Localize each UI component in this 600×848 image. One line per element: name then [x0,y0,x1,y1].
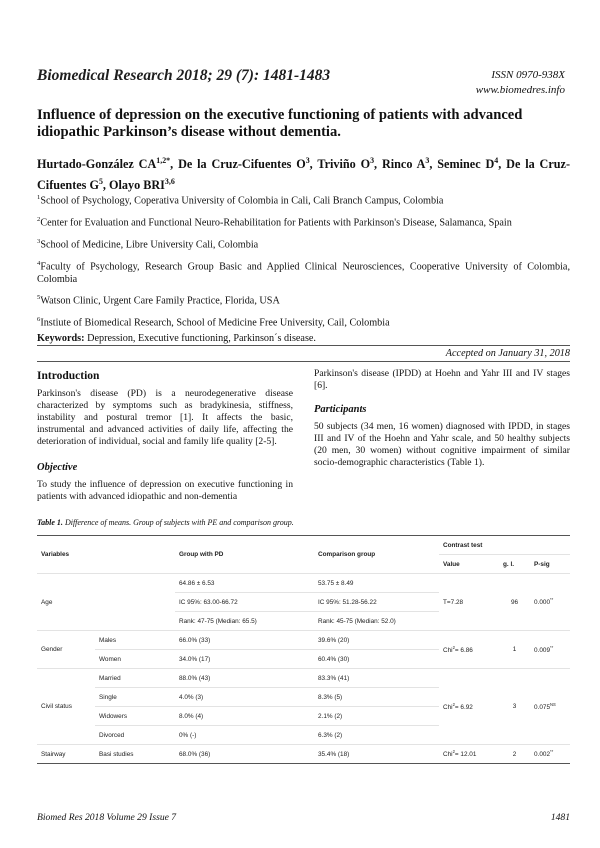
row-label: Gender [37,631,95,669]
table-cell: IC 95%: 63.00-66.72 [175,593,314,612]
journal-title: Biomedical Research 2018; 29 (7): 1481-1483 [37,67,331,84]
column-header: Contrast test [439,536,570,555]
author: Hurtado-González $CA^{1,2*}$ [37,156,171,172]
article-title: Influence of depression on the executive functioning of patients with advanced idiopathic Parkinson’s disease without dementia. [37,107,523,140]
table-cell: 34.0% (17) [175,650,314,669]
table-cell: IC 95%: 51.28-56.22 [314,593,439,612]
keywords [37,333,316,344]
table-cell: 3 [499,669,530,745]
table-cell: 83.3% (41) [314,669,439,688]
keywords-text: Depression, Executive functioning, Parkinson´s disease. [87,333,316,344]
table-cell: 96 [499,574,530,631]
table-row [37,745,570,764]
column-header: P-sig [530,555,570,574]
table-row [37,631,570,650]
table-cell: Rank: 45-75 (Median: 52.0) [314,612,439,631]
page-number: 1481 [550,812,570,823]
row-sublabel: Single [95,688,175,707]
affiliation: $^1$School of Psychology, Coperativa University of Colombia in Cali, Cali Branch Campus, Colombia [37,194,444,207]
table-cell: 0.009** [530,631,570,669]
column-header: Variables [37,536,175,574]
table-cell: 8.0% (4) [175,707,314,726]
author: Seminec $D^4$ [437,156,499,172]
affiliation: $^2$Center for Evaluation and Functional Neuro-Rehabilitation for Patients with Parkinson's Disease, Salamanca, Spain [37,215,512,229]
table-cell: Chi$^2$= 6.92 [439,669,499,745]
row-label: Age [37,574,175,631]
divider [37,345,570,346]
table-cell: $0.075^{NS}$ [530,669,570,745]
paragraph: 50 subjects (34 men, 16 women) diagnosed with IPDD, in stages III and IV of the Hoehn and Yahr scale, and 50 healthy subjects (20 men, 30 women) without cognitive impairment of similar socio-demographic characteristics (Table 1). [314,421,570,468]
section-heading: Participants [314,404,367,415]
row-label: Civil status [37,669,95,745]
table-cell: 53.75 ± 8.49 [314,574,439,593]
table-cell: 68.0% (36) [175,745,314,764]
row-label: Stairway [37,745,95,764]
column-header: g. l. [499,555,530,574]
row-sublabel: Males [95,631,175,650]
table-cell: 0.000** [530,574,570,631]
table-row [37,574,570,593]
table-cell: Chi$^2$= 6.86 [439,631,499,669]
table-cell: Rank: 47-75 (Median: 65.5) [175,612,314,631]
table-cell: 66.0% (33) [175,631,314,650]
affiliation: $^6$Instiute of Biomedical Research, School of Medicine Free University, Cail, Colombia [37,315,390,329]
column-header: Comparison group [314,536,439,574]
author: De la Cruz-Cifuentes $O^3$ [178,156,310,172]
journal-website[interactable]: www.biomedres.info [475,84,565,96]
row-sublabel: Divorced [95,726,175,745]
table-cell: 60.4% (30) [314,650,439,669]
table-caption: Table 1. Difference of means. Group of subjects with PE and comparison group. [37,518,294,527]
affiliation-list [37,192,570,336]
right-column [314,368,570,469]
author: Rinco $A^3$ [381,156,430,172]
table-cell: 8.3% (5) [314,688,439,707]
author: Triviño $O^3$ [317,156,375,172]
paragraph: To study the influence of depression on executive functioning in patients with advanced idiopathic and non-dementia [37,479,293,502]
issn: ISSN 0970-938X [491,69,565,81]
author: Olayo BRI$^{3,6}$ [109,177,175,193]
table-cell: T=7.28 [439,574,499,631]
table-cell: Chi$^2$= 12.01 [439,745,499,764]
row-sublabel: Married [95,669,175,688]
paragraph: Parkinson's disease (PD) is a neurodegenerative disease characterized by symptoms such as bradykinesia, stiffness, instability and postural tremor [1]. It affects the basic, instrumental and advanced activities of daily life, affecting the deterioration of individual, social and family life quality [2-5]. [37,388,293,447]
row-sublabel: Women [95,650,175,669]
table-header-row [37,536,570,555]
table-cell: 35.4% (18) [314,745,439,764]
table-cell: 88.0% (43) [175,669,314,688]
affiliation: $^3$School of Medicine, Libre University Cali, Colombia [37,237,259,251]
divider [37,361,570,362]
footer-citation: Biomed Res 2018 Volume 29 Issue 7 [37,812,177,823]
column-header: Value [439,555,499,574]
author: De la Cruz-Cifuentes $G^5$ [37,157,571,193]
table-cell: 2 [499,745,530,764]
section-heading: Objective [37,462,78,473]
table-cell: 4.0% (3) [175,688,314,707]
table-cell: 6.3% (2) [314,726,439,745]
affiliation: $^5$Watson Clinic, Urgent Care Family Practice, Florida, USA [37,294,280,307]
table-cell: 1 [499,631,530,669]
table-cell: 64.86 ± 6.53 [175,574,314,593]
table-cell: 2.1% (2) [314,707,439,726]
column-header: Group with PD [175,536,314,574]
row-sublabel: Basi studies [95,745,175,764]
table-cell: 0.002** [530,745,570,764]
author-list: Hurtado-González $CA^{1,2*}$, De la Cruz-Cifuentes $O^3$, Triviño $O^3$, Rinco $A^3$, Seminec $D^4$, De la Cruz-Cifuentes $G^5$, Olayo BRI$^{3,6}$ [37,156,571,193]
table-row [37,669,570,688]
table-cell: 0% (-) [175,726,314,745]
paragraph: Parkinson's disease (IPDD) at Hoehn and Yahr III and IV stages [6]. [314,368,570,391]
keywords-label: Keywords: [37,333,85,344]
table-cell: 39.6% (20) [314,631,439,650]
data-table [37,535,570,764]
section-heading: Introduction [37,370,100,382]
left-column [37,370,293,503]
accepted-date: Accepted on January 31, 2018 [445,348,570,359]
affiliation: $^4$Faculty of Psychology, Research Group Basic and Applied Clinical Neurosciences, Cooperative University of Colombia, Colombia [37,259,570,285]
row-sublabel: Widowers [95,707,175,726]
